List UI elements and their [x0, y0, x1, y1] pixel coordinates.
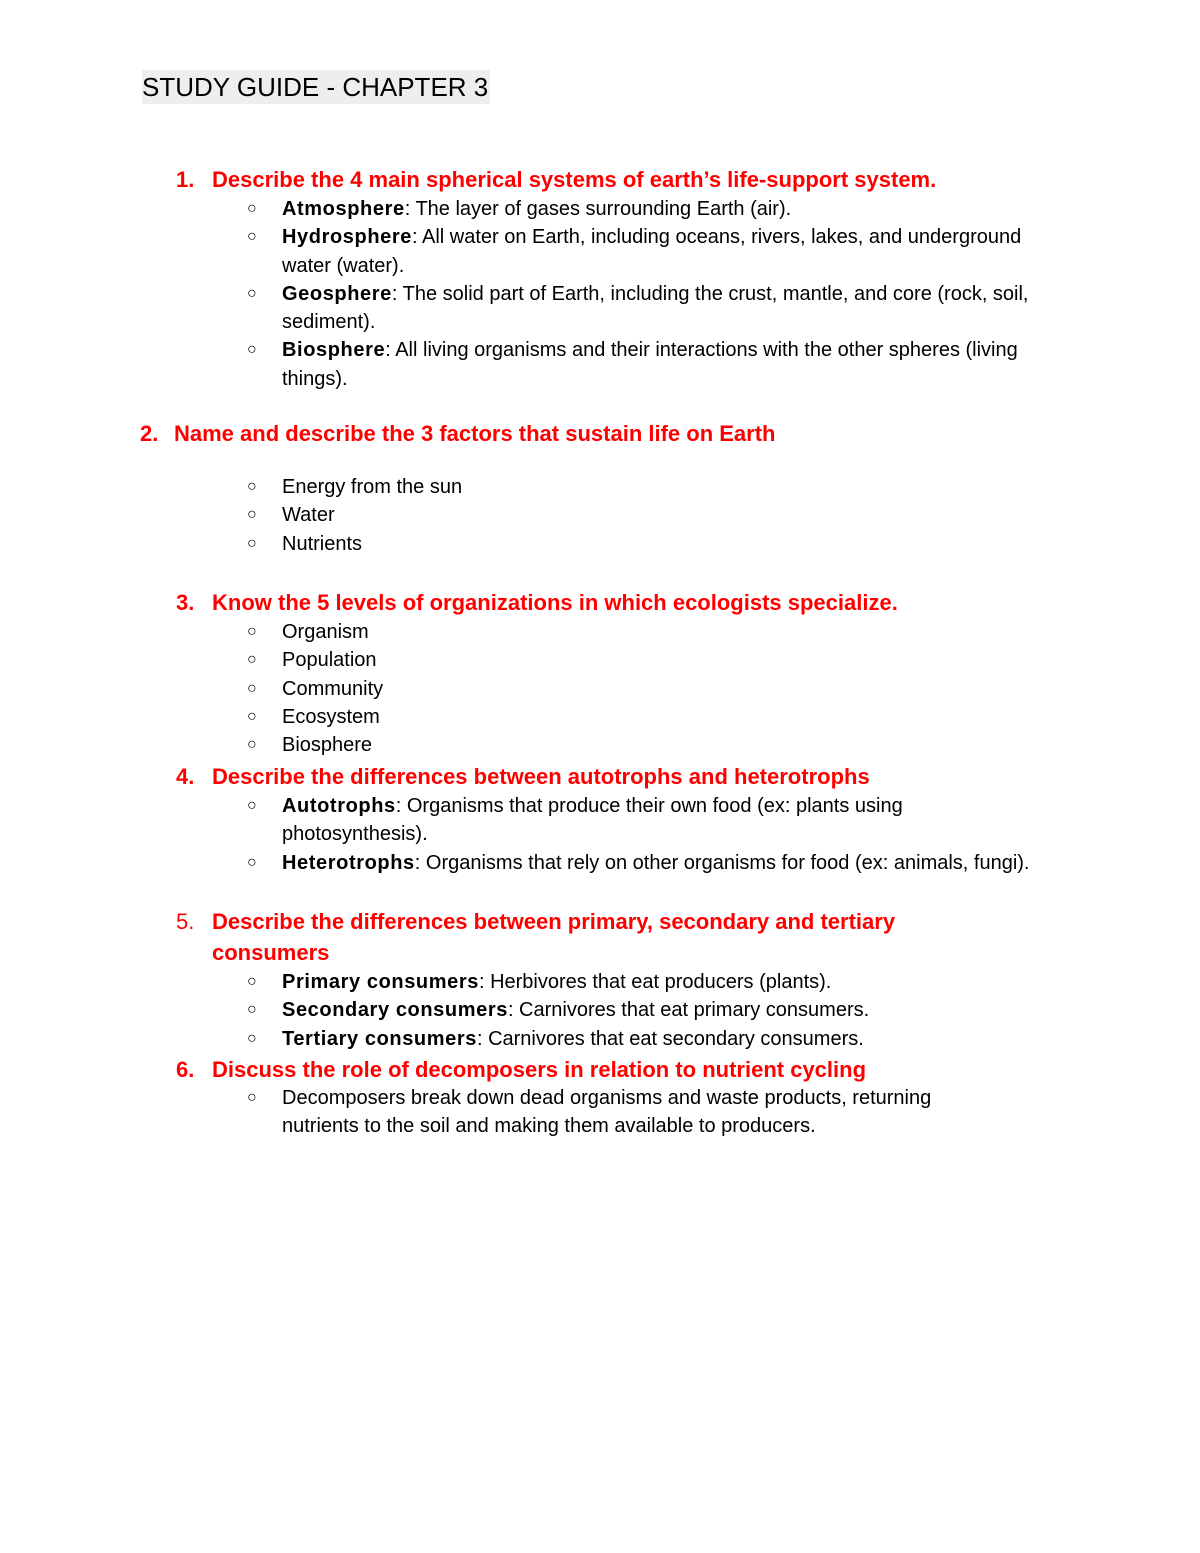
list-item — [247, 731, 1047, 759]
question-number: 4. — [176, 764, 195, 789]
item-text: Population — [282, 649, 377, 672]
circle-bullet-icon: ○ — [247, 200, 257, 217]
question-text: Know the 5 levels of organizations in which ecologists specialize. — [212, 590, 898, 615]
list-item — [247, 675, 1047, 703]
item-text: Energy from the sun — [282, 476, 463, 498]
circle-bullet-icon: ○ — [247, 707, 257, 725]
question-2 — [140, 418, 1040, 449]
circle-bullet-icon: ○ — [247, 284, 257, 302]
item-text: Biosphere — [282, 734, 373, 757]
question-number: 3. — [176, 590, 195, 615]
question-number: 6. — [176, 1057, 195, 1082]
description: : Organisms that rely on other organisms for food (ex: animals, fungi). — [414, 851, 1030, 874]
answer-list-4 — [247, 792, 1047, 877]
list-item — [247, 223, 1047, 280]
term: Heterotrophs — [282, 851, 415, 874]
circle-bullet-icon: ○ — [247, 228, 257, 246]
description: : Carnivores that eat primary consumers. — [507, 999, 870, 1022]
list-item — [247, 1025, 1047, 1053]
circle-bullet-icon: ○ — [247, 1001, 257, 1019]
question-number: 5. — [176, 909, 195, 934]
question-text: Name and describe the 3 factors that sustain life on Earth — [174, 421, 776, 446]
list-item — [247, 530, 1047, 558]
question-text: Describe the differences between autotrophs and heterotrophs — [212, 764, 870, 789]
term: Tertiary consumers — [282, 1027, 477, 1050]
circle-bullet-icon: ○ — [247, 973, 257, 990]
list-item — [247, 1084, 1007, 1141]
question-5 — [176, 906, 976, 968]
page-title: STUDY GUIDE - CHAPTER 3 — [142, 72, 489, 102]
description: : Organisms that produce their own food (ex: plants using photosynthesis). — [282, 795, 903, 846]
list-item — [247, 336, 1047, 393]
list-item — [247, 618, 1047, 646]
list-item — [247, 501, 1047, 529]
question-6 — [176, 1054, 1056, 1085]
question-text: Describe the 4 main spherical systems of earth’s life-support system. — [212, 167, 937, 192]
item-text: Decomposers break down dead organisms and waste products, returning nutrients to the soil and making them available to producers. — [282, 1087, 932, 1138]
question-4 — [176, 761, 1056, 792]
answer-list-2 — [247, 473, 1047, 558]
item-text: Community — [282, 677, 384, 700]
question-text: Describe the differences between primary, secondary and tertiary consumers — [212, 909, 896, 965]
question-3 — [176, 587, 1056, 618]
list-item — [247, 473, 1047, 501]
circle-bullet-icon: ○ — [247, 1089, 257, 1106]
item-text: Organism — [282, 621, 369, 643]
list-item — [247, 646, 1047, 674]
circle-bullet-icon: ○ — [247, 1029, 257, 1047]
term: Primary consumers — [282, 971, 479, 993]
answer-list-1 — [247, 195, 1047, 393]
term: Biosphere — [282, 339, 386, 362]
circle-bullet-icon: ○ — [247, 341, 257, 359]
term: Hydrosphere — [282, 226, 412, 249]
term: Secondary consumers — [282, 999, 508, 1022]
term: Atmosphere — [282, 198, 405, 220]
circle-bullet-icon: ○ — [247, 651, 257, 669]
list-item — [247, 792, 1047, 849]
circle-bullet-icon: ○ — [247, 736, 257, 754]
description: : The solid part of Earth, including the crust, mantle, and core (rock, soil, sediment). — [282, 282, 1029, 334]
description: : Herbivores that eat producers (plants). — [478, 971, 832, 993]
circle-bullet-icon: ○ — [247, 679, 257, 697]
item-text: Ecosystem — [282, 705, 380, 728]
term: Geosphere — [282, 282, 392, 305]
question-1 — [176, 164, 1056, 195]
list-item — [247, 996, 1047, 1024]
list-item — [247, 849, 1047, 877]
item-text: Nutrients — [282, 532, 363, 555]
circle-bullet-icon: ○ — [247, 534, 257, 552]
list-item — [247, 703, 1047, 731]
description: : All living organisms and their interactions with the other spheres (living things). — [282, 339, 1018, 390]
question-text: Discuss the role of decomposers in relation to nutrient cycling — [212, 1057, 867, 1082]
circle-bullet-icon: ○ — [247, 797, 257, 814]
circle-bullet-icon: ○ — [247, 623, 257, 640]
list-item — [247, 968, 1047, 996]
description: : All water on Earth, including oceans, rivers, lakes, and underground water (water). — [282, 226, 1022, 277]
circle-bullet-icon: ○ — [247, 478, 257, 495]
circle-bullet-icon: ○ — [247, 853, 257, 871]
answer-list-6 — [247, 1084, 1007, 1141]
description: : Carnivores that eat secondary consumers. — [476, 1027, 864, 1050]
description: : The layer of gases surrounding Earth (air). — [404, 198, 792, 220]
list-item — [247, 195, 1047, 223]
answer-list-3 — [247, 618, 1047, 759]
question-number: 1. — [176, 167, 195, 192]
term: Autotrophs — [282, 795, 396, 817]
list-item — [247, 280, 1047, 337]
answer-list-5 — [247, 968, 1047, 1053]
question-number: 2. — [140, 421, 159, 446]
item-text: Water — [282, 504, 335, 527]
circle-bullet-icon: ○ — [247, 506, 257, 524]
